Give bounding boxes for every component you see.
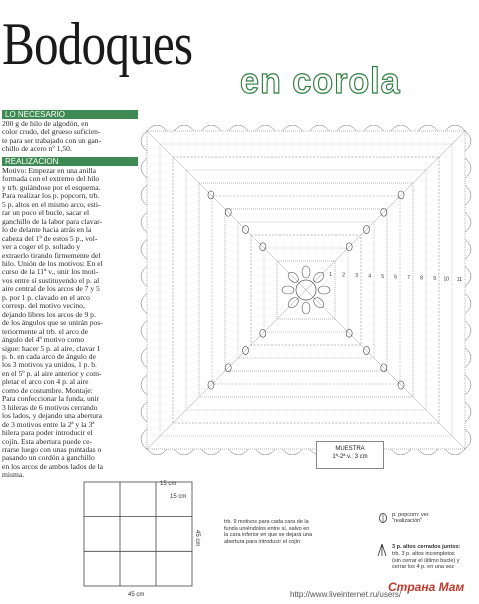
- chart-arc: [465, 185, 471, 205]
- dim-bottom-label: 45 cm: [128, 592, 145, 598]
- text-line: Para realizar los p. popcorn, trb.: [2, 191, 100, 201]
- text-line: cabeza del 1º de estos 5 p., vol-: [2, 233, 98, 243]
- chart-row-number: 1: [329, 272, 332, 278]
- text-line: chillo de acero nº 1,50.: [2, 144, 72, 154]
- chart-arc: [445, 125, 465, 131]
- chart-arc: [141, 429, 147, 449]
- text-line: rrarse luego con unas puntadas o: [2, 444, 102, 454]
- text-line: los 3 motivos ya unidos, 1 p. b.: [2, 360, 97, 370]
- chart-arc: [445, 449, 465, 455]
- text-line: hilera para poder introducir el: [2, 428, 93, 438]
- text-line: curso de la 11ª v., unir los moti-: [2, 267, 99, 277]
- chart-arc: [141, 266, 147, 286]
- text-line: rar un poco el bucle, sacar el: [2, 208, 90, 218]
- chart-arc: [228, 449, 248, 455]
- chart-arc: [465, 375, 471, 395]
- text-line: vos entre sí sustituyendo el p. al: [2, 275, 100, 285]
- chart-diagonal: [146, 290, 306, 450]
- text-line: y trb. guiándose por el esquema.: [2, 182, 101, 192]
- legend-line: trb. 3 p. altos incompletos: [392, 551, 455, 557]
- text-line: de 3 motivos entre la 2ª y la 3ª: [2, 419, 95, 429]
- text-line: 5 p. altos en el mismo arco, esti-: [2, 199, 101, 209]
- crochet-diagram: [138, 125, 474, 455]
- chart-arc: [465, 266, 471, 286]
- chart-arc: [228, 125, 248, 131]
- text-line: ver a coger el p. soltado y: [2, 242, 81, 252]
- chart-row-number: 5: [381, 274, 384, 280]
- chart-petal: [318, 286, 330, 294]
- text-line: lo de delante hacia atrás en la: [2, 225, 92, 235]
- chart-row-number: 3: [355, 273, 358, 279]
- legend-popcorn-ref: "realización": [392, 518, 423, 524]
- text-line: en los arcos de ambos lados de la: [2, 461, 104, 471]
- chart-row-number: 11: [456, 277, 462, 283]
- chart-arc: [465, 131, 471, 151]
- chart-row-number: 6: [394, 274, 397, 281]
- text-line: Para confeccionar la funda, unir: [2, 394, 100, 404]
- chart-arc: [465, 158, 471, 178]
- chart-arc: [364, 125, 384, 131]
- legend-line: cerrar los 4 p. en una vez: [392, 564, 455, 570]
- chart-arc: [337, 125, 357, 131]
- text-line: de los ángulos que se unirán pos-: [2, 318, 103, 328]
- gauge-value: 1ª-2ª v.: 3 cm: [332, 454, 368, 460]
- chart-arc: [147, 449, 167, 455]
- gauge-title: MUESTRA: [335, 446, 365, 452]
- dim-side-label: 45 cm: [194, 530, 200, 547]
- chart-row-number: 2: [342, 272, 345, 279]
- text-line: cojín. Esta abertura puede ce-: [2, 436, 93, 446]
- text-line: aire central de los arcos de 7 y 5: [2, 284, 100, 294]
- text-line: ganchillo de la labor para clavar-: [2, 216, 102, 226]
- chart-arc: [255, 449, 275, 455]
- text-line: sigue: hacer 5 p. al aire, clavar 1: [2, 343, 101, 353]
- chart-arc: [465, 348, 471, 368]
- section-heading-instructions: REALIZACION: [2, 157, 138, 166]
- note-line: funda uniéndolos entre sí, salvo en: [224, 525, 310, 532]
- chart-arc: [391, 125, 411, 131]
- chart-row-number: 8: [420, 275, 423, 282]
- chart-arc: [141, 239, 147, 259]
- chart-row-number: 9: [433, 276, 436, 282]
- chart-diagonal: [306, 130, 466, 290]
- watermark-url: http://www.liveinternet.ru/users/: [290, 590, 402, 599]
- chart-arc: [201, 125, 221, 131]
- chart-arc: [465, 321, 471, 341]
- chart-arc: [282, 449, 302, 455]
- chart-arc: [465, 294, 471, 314]
- watermark-logo: Страна Мам: [388, 580, 465, 594]
- text-line: p. por 1 p. clavado en el arco: [2, 292, 90, 302]
- chart-arc: [141, 131, 147, 151]
- chart-arc: [391, 449, 411, 455]
- text-line: formada con el extremo del hilo: [2, 174, 100, 184]
- text-line: dejando libres los arcos de 9 p.: [2, 309, 96, 319]
- chart-arc: [282, 125, 302, 131]
- text-line: los lados, y dejando una abertura: [2, 411, 102, 421]
- chart-diagonal: [146, 130, 306, 290]
- assembly-note: [224, 519, 344, 545]
- chart-arc: [201, 449, 221, 455]
- chart-petal: [302, 302, 310, 314]
- text-line: 200 g de hilo de algodón, en: [2, 119, 89, 128]
- cluster-symbol-icon: [376, 543, 388, 557]
- page-title: Bodoques: [2, 11, 193, 77]
- legend-line: (sin cerrar el último bucle) y: [392, 557, 460, 564]
- page-subtitle: en corola: [240, 60, 401, 101]
- note-line: la cara inferior en que se dejará una: [224, 532, 313, 538]
- gauge-box: [316, 441, 384, 469]
- text-line: teriormente al trb. el arco de: [2, 326, 89, 336]
- chart-arc: [141, 294, 147, 314]
- chart-arc: [310, 125, 330, 131]
- chart-arc: [141, 185, 147, 205]
- chart-row-number: 10: [443, 276, 449, 283]
- chart-arc: [418, 125, 438, 131]
- chart-arc: [141, 212, 147, 232]
- text-line: hilo. Unión de los motivos: En el: [2, 258, 103, 268]
- text-line: extraerlo tirando firmemente del: [2, 250, 101, 260]
- text-line: pasando un cordón a ganchillo: [2, 453, 95, 463]
- text-line: corresp. del motivo vecino,: [2, 301, 85, 311]
- instructions-text: [2, 167, 138, 480]
- chart-arc: [174, 449, 194, 455]
- chart-arc: [141, 321, 147, 341]
- chart-arc: [141, 402, 147, 422]
- legend-popcorn-label: p. popcorn: ver: [392, 512, 429, 518]
- chart-arc: [141, 158, 147, 178]
- legend-cluster-label: 3 p. altos cerrados juntos:: [392, 544, 461, 550]
- section-heading-materials: LO NECESARIO: [2, 110, 138, 119]
- text-line: p. b. en cada arco de ángulo de: [2, 351, 96, 361]
- text-line: 3 hileras de 6 motivos cerrando: [2, 402, 98, 412]
- chart-arc: [465, 212, 471, 232]
- chart-arc: [465, 402, 471, 422]
- chart-arc: [255, 125, 275, 131]
- text-line: como de costumbre. Montaje:: [2, 385, 93, 395]
- chart-arc: [147, 125, 167, 131]
- note-line: trb. 9 motivos para cada cara de la: [224, 519, 309, 525]
- chart-arc: [465, 429, 471, 449]
- chart-arc: [418, 449, 438, 455]
- text-line: Motivo: Empezar en una anilla: [2, 166, 97, 175]
- chart-row-number: 4: [368, 273, 371, 280]
- legend-cluster-text: [392, 551, 460, 571]
- dim-top-label: 15 cm: [160, 481, 177, 487]
- chart-row-number: 7: [407, 275, 410, 281]
- popcorn-symbol-icon: [378, 512, 388, 524]
- chart-arc: [141, 375, 147, 395]
- text-line: color crudo, del grueso suficien-: [2, 127, 101, 137]
- note-line: abertura para introducir el cojín: [224, 538, 301, 545]
- chart-petal: [282, 286, 294, 294]
- dim-inner-label: 15 cm: [170, 494, 187, 500]
- text-line: pletar el arco con 4 p. al aire: [2, 377, 89, 387]
- materials-text: [2, 120, 138, 154]
- text-line: ángulo del 4º motivo como: [2, 335, 85, 345]
- text-line: en el 5º p. al aire anterior y com-: [2, 368, 102, 378]
- chart-petal: [302, 266, 310, 278]
- chart-arc: [174, 125, 194, 131]
- text-line: misma.: [2, 470, 25, 480]
- chart-diagonal: [306, 290, 466, 450]
- text-line: te para ser trabajado con un gan-: [2, 135, 102, 145]
- chart-arc: [141, 348, 147, 368]
- chart-arc: [465, 239, 471, 259]
